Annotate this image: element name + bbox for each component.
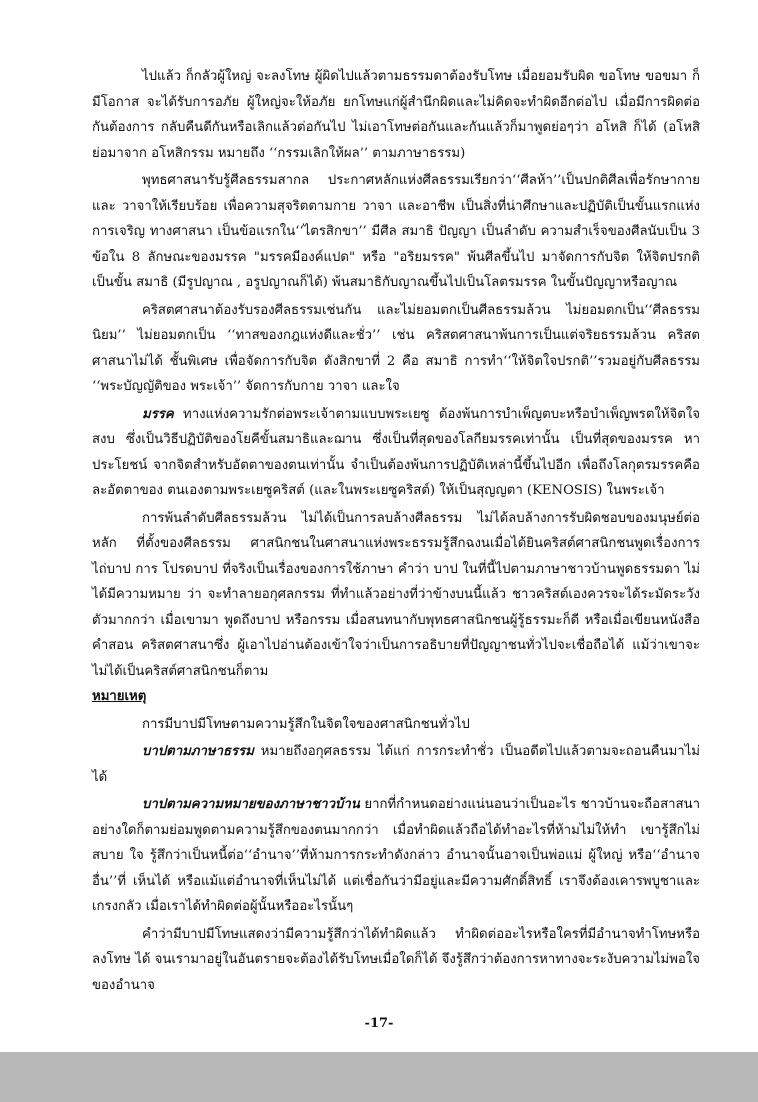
text-line: ทางแห่งความรักต่อพระเจ้าตามแบบพระเยซู ต้องพ้นการบำเพ็ญตบะหรือบำเพ็ญพรตให้จิตใจสงบ xyxy=(92,406,700,447)
paragraph xyxy=(92,792,700,920)
text-line: อย่างใดก็ตามย่อมพูดตามความรู้สึกของตนมากกว่า เมื่อทำผิดแล้วถือได้ทำอะไรที่ห้ามไม่ให้ทำ เขารู้สึกไม่สบาย xyxy=(92,822,700,863)
note-heading: หมายเหตุ xyxy=(92,689,147,704)
text-line: ผู้เอาไปอ่านต้องเข้าใจว่าเป็นการอธิบายที่ปัญญาชนทั่วไปจะเชื่อถือได้ แม้ว่าเขาจะไม่ได้เป็นคริสต์ศาสนิกชนก็ตาม xyxy=(92,638,700,679)
text-line: อโหสิกรรม หมายถึง ‘‘กรรมเลิกให้ผล’’ ตามภาษาธรรม) xyxy=(151,145,466,161)
paragraph xyxy=(92,168,700,296)
text-line: ที่ตั้งของศีลธรรม ศาสนิกชนในศาสนาแห่งพระธรรมรู้สึกฉงนเมื่อได้ยินคริสต์ศาสนิกชนพูดเรื่องการไถ่บาป การ xyxy=(92,536,700,577)
text-line: ลักษณะของมรรค "มรรคมีองค์แปด" หรือ "อริยมรรค" พ้นศีลขึ้นไป มาจัดการกับจิต ให้จิตปรกติ เป็นขั้น xyxy=(92,249,700,290)
text-line: ไม่ยอมตกเป็น ‘‘ทาสของกฎแห่งดีและชั่ว’’ เช่น คริสตศาสนาพ้นการเป็นแต่จริยธรรมล้วน คริสตศาสนาไม่ได้ xyxy=(92,328,700,369)
text-line: ยากที่กำหนดอย่างแน่นอนว่าเป็นอะไร ชาวบ้านจะถือสาสนา xyxy=(359,797,700,812)
text-line: สมาธิ (มีรูปญาณ , อรูปญาณก็ได้) พ้นสมาธิกับญาณขึ้นไปเป็นโลตรมรรค ในขั้นปัญญาหรือญาณ xyxy=(136,275,678,290)
text-line: ชั้นพิเศษ เพื่อจัดการกับจิต ดังสิกขาที่ 2 คือ สมาธิ การทำ‘‘ให้จิตใจปรกติ’’รวมอยู่กับศีลธรรม ‘‘พระบัญญัติของ xyxy=(92,353,700,394)
text-line: เห็นได้ หรือแม้แต่อำนาจที่เห็นไม่ได้ แต่เชื่อกันว่ามีอยู่และมีความศักดิ์สิทธิ์ เราจึงต้องเคารพบูชาและเกรงกลัว xyxy=(92,873,700,914)
paragraph xyxy=(92,402,700,504)
paragraph xyxy=(92,506,700,685)
text-line: พูดถึงบาป หรือกรรม เมื่อสนทนากับพุทธศาสนิกชนผู้รู้ธรรมะก็ดี หรือเมื่อเขียนหนังสือคำสอน คริสตศาสนาซึ่ง xyxy=(92,612,700,653)
text-line: ว่า จะทำลายอกุศลกรรม ที่ทำแล้วอย่างที่ว่าข้างบนนี้แล้ว ชาวคริสต์เองควรจะได้ระมัดระวังตัวมากกว่า เมื่อเขามา xyxy=(92,587,700,628)
term-heading: มรรค xyxy=(142,406,174,422)
page-body xyxy=(92,64,700,998)
text-line: จากจิตสำหรับอัตตาของตนเท่านั้น จำเป็นต้องพ้นการปฏิบัติเหล่านี้ขึ้นไปอีก เพื่อถึงโลกุตรมรรคคือละอัตตาของ xyxy=(92,457,700,498)
text-line: เมื่อเราได้ทำผิดต่อผู้นั้นหรืออะไรนั้นๆ xyxy=(145,899,354,914)
text-line: พระเจ้า’’ จัดการกับกาย วาจา และใจ xyxy=(190,379,400,394)
scan-margin xyxy=(0,1052,758,1102)
text-line: ตนเองตามพระเยซูคริสต์ (และในพระเยซูคริสต์) ให้เป็นสุญญตา (KENOSIS) ในพระเจ้า xyxy=(167,483,665,498)
text-line: การมีบาปมีโทษตามความรู้สึกในจิตใจของศาสนิกชนทั่วไป xyxy=(142,716,470,732)
term-heading: บาปตามภาษาธรรม xyxy=(142,744,254,759)
paragraph xyxy=(92,64,700,166)
text-line: ไปแล้ว ก็กลัวผู้ใหญ่ จะลงโทษ ผู้ผิดไปแล้วตามธรรมดาต้องรับโทษ เมื่อยอมรับผิด ขอโทษ ขอขมา ก็มีโอกาส xyxy=(92,69,700,110)
paragraph xyxy=(92,298,700,400)
note-heading-row xyxy=(92,684,700,710)
paragraph xyxy=(92,712,700,738)
paragraph xyxy=(92,922,700,999)
paragraph xyxy=(92,739,700,790)
text-line: คำว่ามีบาปมีโทษแสดงว่ามีความรู้สึกว่าได้ทำผิดแล้ว ทำผิดต่ออะไรหรือใครที่มีอำนาจทำโทษหรือลงโทษ xyxy=(92,926,700,967)
text-line: หมายถึงอกุศลธรรม ได้แก่ การกระทำชั่ว เป็นอดีตไปแล้วตามจะถอนคืนมาไม่ได้ xyxy=(92,744,700,785)
text-line: โปรดบาป ที่จริงเป็นเรื่องของการใช้ภาษา คำว่า บาป ในที่นี้ไปตามภาษาชาวบ้านพูดธรรมดา ไม่ได้มีความหมาย xyxy=(92,561,700,602)
text-line: กลับคืนดีกันหรือเลิกแล้วต่อกันไป ไม่เอาโทษต่อกันและกันแล้วก็มาพูดย่อๆว่า อโหสิ ก็ได้ (อโหสิ ย่อมาจาก xyxy=(92,120,700,161)
text-line: ทางศาสนา เป็นข้อแรกใน‘‘ไตรสิกขา’’ มีศีล สมาธิ ปัญญา เป็นลำดับ ความสำเร็จของศีลนับเป็น 3 ข้อใน 8 xyxy=(92,224,700,265)
text-line: พุทธศาสนารับรู้ศีลธรรมสากล ประกาศหลักแห่งศีลธรรมเรียกว่า‘‘ศีลห้า’’เป็นปกติศีลเพื่อรักษากายและ xyxy=(92,173,700,214)
text-line: จะได้รับการอภัย ผู้ใหญ่จะให้อภัย ยกโทษแก่ผู้สำนึกผิดและไม่คิดจะทำผิดอีกต่อไป เมื่อมีการผิดต่อกันต้องการ xyxy=(92,94,700,135)
term-heading: บาปตามความหมายของภาษาชาวบ้าน xyxy=(142,797,360,812)
page-number: -17- xyxy=(364,1016,394,1031)
text-line: ได้ จนเรามาอยู่ในอันตรายจะต้องได้รับโทษเมื่อใดก็ได้ จึงรู้สึกว่าต้องการหาทางจะระงับความไม่พอใจของอำนาจ xyxy=(92,952,700,993)
text-line: คริสตศาสนาต้องรับรองศีลธรรมเช่นกัน และไม่ยอมตกเป็นศีลธรรมล้วน ไม่ยอมตกเป็น‘‘ศีลธรรมนิยม’’ xyxy=(92,302,700,343)
text-line: การพ้นลำดับศีลธรรมล้วน ไม่ได้เป็นการลบล้างศีลธรรม ไม่ได้ลบล้างการรับผิดชอบของมนุษย์ต่อหลัก xyxy=(92,510,700,551)
text-line: วาจาให้เรียบร้อย เพื่อความสุจริตตามกาย วาจา และอาชีพ เป็นสิ่งที่น่าศึกษาและปฏิบัติเป็นขั้นแรกแห่งการเจริญ xyxy=(92,198,700,239)
text-line: ใจ รู้สึกว่าเป็นหนี้ต่อ‘‘อำนาจ’’ที่ห้ามการกระทำดังกล่าว อำนาจนั้นอาจเป็นพ่อแม่ ผู้ใหญ่ หรือ‘‘อำนาจอื่น’’ที่ xyxy=(92,848,700,889)
text-line: ซึ่งเป็นวิธีปฏิบัติของโยคีขั้นสมาธิและฌาน ซึ่งเป็นที่สุดของโลกียมรรคเท่านั้น เป็นที่สุดของมรรค หาประโยชน์ xyxy=(92,432,700,473)
